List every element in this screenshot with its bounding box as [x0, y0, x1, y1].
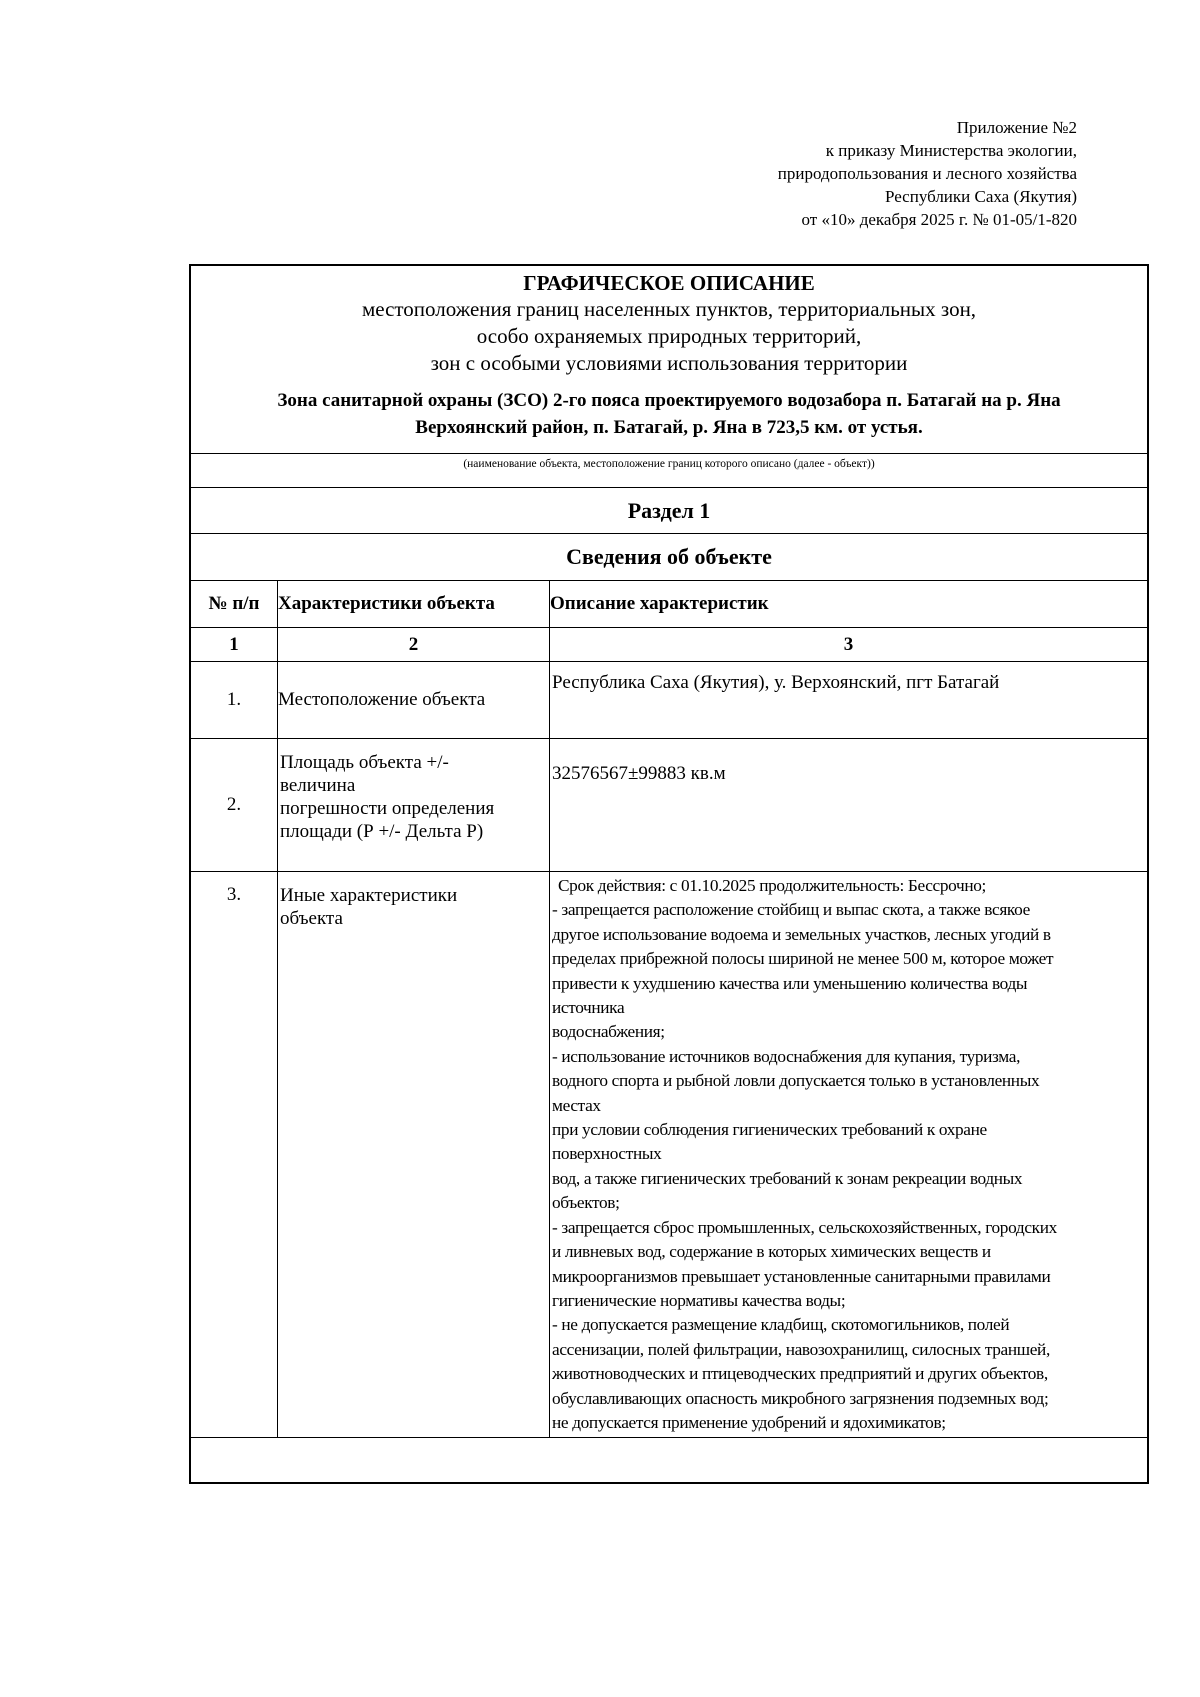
description-line: местах — [552, 1095, 601, 1115]
appendix-line: Республики Саха (Якутия) — [884, 187, 1077, 206]
description-line: источника — [552, 998, 625, 1018]
form-subtitle-line: местоположения границ населенных пунктов, территориальных зон, — [361, 297, 977, 321]
description-line: Срок действия: с 01.10.2025 продолжительность: Бессрочно; — [558, 876, 986, 895]
form-subtitle-line: особо охраняемых природных территорий, — [476, 324, 862, 348]
characteristic-line: погрешности определения — [280, 798, 495, 819]
column-number-row — [191, 628, 1147, 662]
description-form — [189, 264, 1149, 1484]
characteristic-line: площади (Р +/- Дельта Р) — [280, 821, 484, 842]
form-subtitle-line: зон с особыми условиями использования территории — [430, 351, 908, 375]
form-title: ГРАФИЧЕСКОЕ ОПИСАНИЕ — [523, 271, 815, 295]
description-line: другое использование водоема и земельных участков, лесных угодий в — [552, 924, 1051, 944]
empty-table-row — [191, 1438, 1147, 1483]
description-line: микроорганизмов превышает установленные санитарными правилами — [552, 1266, 1051, 1286]
description-line: пределах прибрежной полосы шириной не менее 500 м, которое может — [552, 949, 1054, 969]
appendix-line: от «10» декабря 2025 г. № 01-05/1-820 — [801, 210, 1077, 229]
row-number: 2. — [191, 739, 278, 872]
characteristic-line: Иные характеристики — [280, 885, 458, 906]
description-line: и ливневых вод, содержание в которых химических веществ и — [552, 1242, 991, 1262]
description-line: привести к ухудшению качества или уменьшению количества воды — [552, 973, 1028, 993]
description-line: 32576567±99883 кв.м — [552, 763, 726, 784]
header-cell-number: № п/п — [191, 581, 278, 628]
table-row — [191, 872, 1147, 1438]
description-line: гигиенические нормативы качества воды; — [552, 1290, 846, 1310]
table-row — [191, 662, 1147, 739]
appendix-block — [778, 116, 1077, 231]
header-cell-description: Описание характеристик — [550, 581, 1148, 628]
row-description — [550, 872, 1148, 1438]
row-characteristic — [278, 662, 550, 739]
description-line: - не допускается размещение кладбищ, скотомогильников, полей — [552, 1315, 1010, 1335]
description-line: - запрещается расположение стойбищ и выпас скота, а также всякое — [552, 900, 1030, 920]
empty-cell — [191, 1438, 1147, 1483]
object-name-line: Зона санитарной охраны (ЗСО) 2-го пояса проектируемого водозабора п. Батагай на р. Яна — [277, 390, 1061, 411]
description-line: поверхностных — [552, 1144, 662, 1164]
description-line: Республика Саха (Якутия), у. Верхоянский, пгт Батагай — [552, 672, 1000, 693]
section-title: Раздел 1 — [191, 488, 1147, 534]
description-line: вод, а также гигиенических требований к зонам рекреации водных — [552, 1168, 1023, 1188]
row-description — [550, 739, 1148, 872]
characteristic-line: Местоположение объекта — [278, 689, 486, 710]
description-line: не допускается применение удобрений и ядохимикатов; — [552, 1412, 946, 1432]
description-line: водоснабжения; — [552, 1022, 665, 1042]
characteristic-line: величина — [280, 775, 356, 796]
description-line: животноводческих и птицеводческих предприятий и других объектов, — [552, 1364, 1048, 1384]
characteristic-line: Площадь объекта +/- — [280, 752, 449, 773]
section-subtitle: Сведения об объекте — [191, 534, 1147, 581]
header-cell-characteristic: Характеристики объекта — [278, 581, 550, 628]
row-characteristic — [278, 872, 550, 1438]
description-line: - использование источников водоснабжения для купания, туризма, — [552, 1046, 1021, 1066]
column-number: 3 — [550, 628, 1148, 662]
appendix-line: к приказу Министерства экологии, — [825, 141, 1077, 160]
description-line: ассенизации, полей фильтрации, навозохранилищ, силосных траншей, — [552, 1339, 1050, 1359]
description-line: обуславливающих опасность микробного загрязнения подземных вод; — [552, 1388, 1049, 1408]
description-line: при условии соблюдения гигиенических требований к охране — [552, 1120, 987, 1140]
row-description — [550, 662, 1148, 739]
row-number: 1. — [191, 662, 278, 739]
appendix-line: природопользования и лесного хозяйства — [777, 164, 1077, 183]
form-header — [191, 266, 1147, 454]
table-row — [191, 739, 1147, 872]
description-line: водного спорта и рыбной ловли допускается только в установленных — [552, 1071, 1040, 1091]
object-name — [199, 387, 1139, 441]
characteristics-table — [191, 581, 1147, 1482]
row-characteristic — [278, 739, 550, 872]
row-number: 3. — [191, 872, 278, 1438]
object-caption: (наименование объекта, местоположение границ которого описано (далее - объект)) — [191, 454, 1147, 488]
description-line: объектов; — [552, 1193, 620, 1213]
characteristic-line: объекта — [280, 908, 343, 929]
object-name-line: Верхоянский район, п. Батагай, р. Яна в 723,5 км. от устья. — [415, 417, 923, 438]
column-number: 2 — [278, 628, 550, 662]
appendix-line: Приложение №2 — [956, 118, 1077, 137]
column-number: 1 — [191, 628, 278, 662]
description-line: - запрещается сброс промышленных, сельскохозяйственных, городских — [552, 1217, 1057, 1237]
table-header-row — [191, 581, 1147, 628]
